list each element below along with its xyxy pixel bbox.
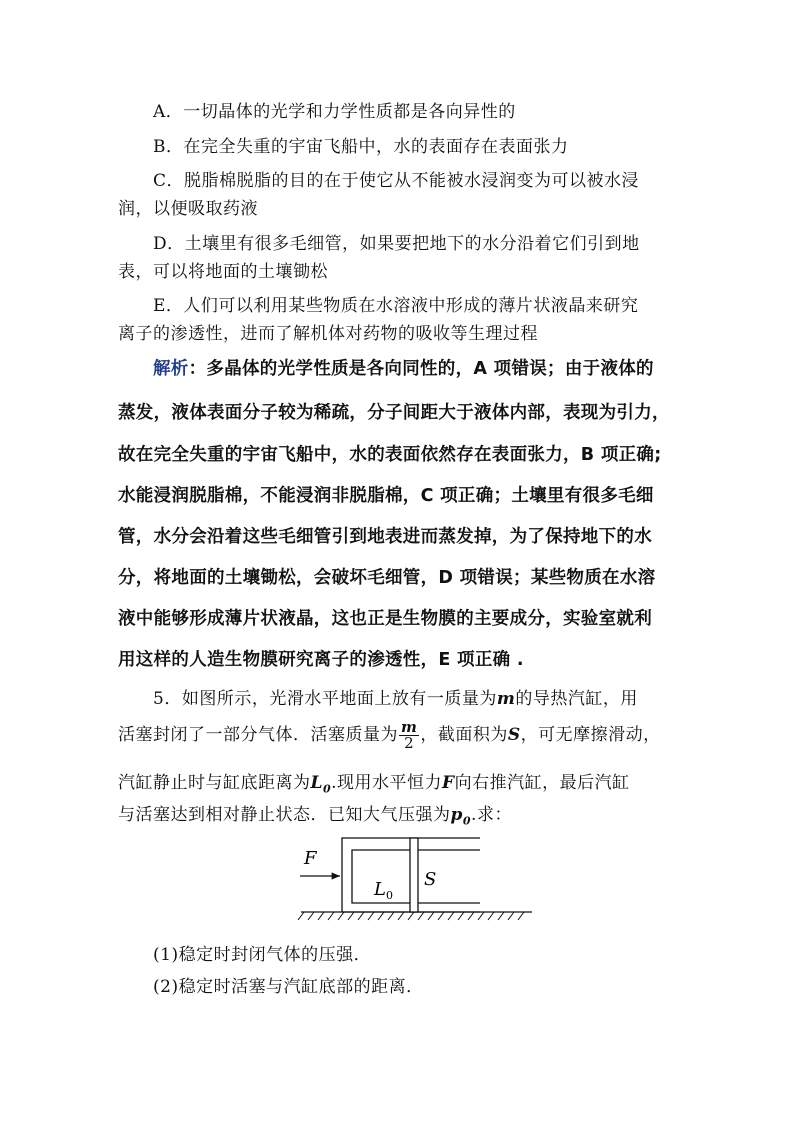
option-c-line1: C．脱脂棉脱脂的目的在于使它从不能被水浸润变为可以被水浸 (153, 171, 640, 191)
problem-line1: 5．如图所示，光滑水平地面上放有一质量为m的导热汽缸，用 (153, 689, 638, 709)
analysis-line8: 用这样的人造生物膜研究离子的渗透性，E 项正确 . (118, 650, 524, 670)
problem-line4: 与活塞达到相对静止状态．已知大气压强为$p_0$.求： (118, 805, 512, 828)
length-label: $L_0$ (374, 879, 393, 902)
option-d-line1: D．土壤里有很多毛细管，如果要把地下的水分沿着它们引到地 (153, 234, 640, 254)
analysis-label: 解析 (153, 359, 189, 379)
analysis-line7: 液中能够形成薄片状液晶，这也正是生物膜的主要成分，实验室就利 (118, 609, 652, 629)
option-b: B．在完全失重的宇宙飞船中，水的表面存在表面张力 (153, 137, 569, 157)
option-d-line2: 表，可以将地面的土壤锄松 (118, 262, 328, 282)
question-1: (1)稳定时封闭气体的压强． (153, 945, 372, 965)
piston (410, 838, 418, 912)
problem-line3: 汽缸静止时与缸底距离为$L_0$.现用水平恒力F向右推汽缸，最后汽缸 (118, 773, 630, 796)
analysis-line6: 分，将地面的土壤锄松，会破坏毛细管，D 项错误；某些物质在水溶 (118, 568, 656, 588)
force-label: F (304, 848, 317, 869)
analysis-line4: 水能浸润脱脂棉，不能浸润非脱脂棉，C 项正确；土壤里有很多毛细 (118, 486, 654, 506)
option-e-line1: E．人们可以利用某些物质在水溶液中形成的薄片状液晶来研究 (153, 296, 639, 316)
option-a: A．一切晶体的光学和力学性质都是各向异性的 (153, 102, 516, 122)
analysis-line2: 蒸发，液体表面分子较为稀疏，分子间距大于液体内部，表现为引力， (118, 403, 670, 423)
ground-hatching (298, 912, 524, 920)
question-2: (2)稳定时活塞与汽缸底部的距离． (153, 977, 424, 997)
option-e-line2: 离子的渗透性，进而了解机体对药物的吸收等生理过程 (118, 324, 538, 344)
analysis-line5: 管，水分会沿着这些毛细管引到地表进而蒸发掉，为了保持地下的水 (118, 527, 652, 547)
option-c-line2: 润，以便吸取药液 (118, 199, 258, 219)
cylinder-figure (296, 832, 536, 932)
analysis-line3: 故在完全失重的宇宙飞船中，水的表面依然存在表面张力，B 项正确; (118, 445, 662, 465)
area-label: S (424, 869, 437, 890)
mass-fraction: $\frac{m}{2}$ (401, 718, 418, 752)
analysis-line1: 解析：多晶体的光学性质是各向同性的，A 项错误；由于液体的 (153, 359, 654, 379)
problem-line2: 活塞封闭了一部分气体．活塞质量为 $\frac{m}{2}$ ，截面积为S，可无摩擦滑动， (118, 718, 661, 752)
